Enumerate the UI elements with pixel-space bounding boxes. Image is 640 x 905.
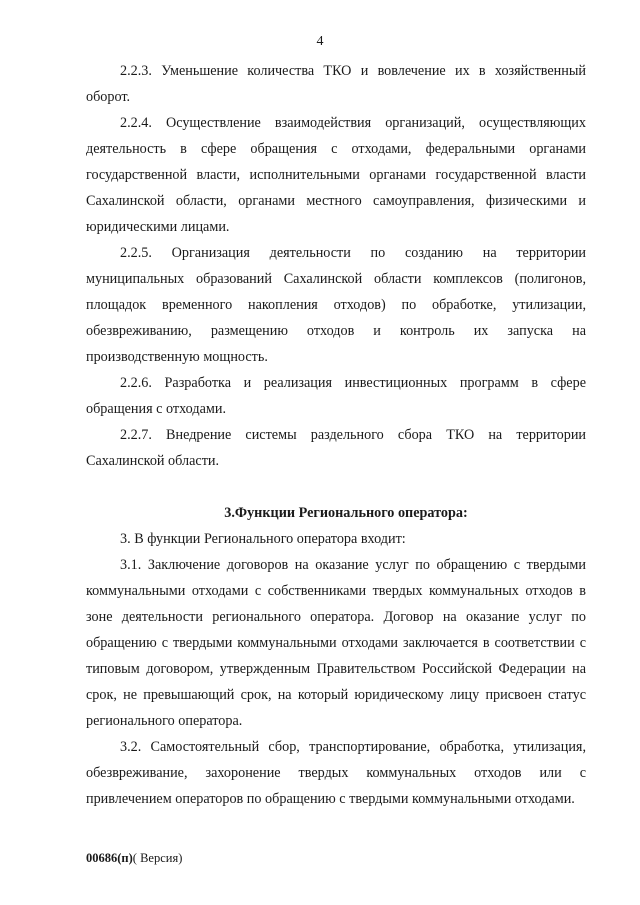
paragraph-3-2: 3.2. Самостоятельный сбор, транспортирование, обработка, утилизация, обезвреживание, захоронение твердых коммунальных отходов или с привлечением операторов по обращению с твердыми коммунальными отходами.: [86, 739, 586, 807]
document-version: ( Версия): [132, 851, 183, 865]
document-code: 00686(п): [86, 851, 133, 865]
paragraph-2-2-6: 2.2.6. Разработка и реализация инвестиционных программ в сфере обращения с отходами.: [86, 375, 586, 417]
paragraph-2-2-4: 2.2.4. Осуществление взаимодействия организаций, осуществляющих деятельность в сфере обращения с отходами, федеральными органами государственной власти, исполнительными органами государственной власти Сахалинской области, органами местного самоуправления, физическими и юридическими лицами.: [86, 115, 586, 235]
paragraph-2-2-5: 2.2.5. Организация деятельности по созданию на территории муниципальных образований Сахалинской области комплексов (полигонов, площадок временного накопления отходов) по обработке, утилизации, обезвреживанию, размещению отходов и контроль их запуска на производственную мощность.: [86, 245, 586, 365]
section-3-heading: 3.Функции Регионального оператора:: [224, 505, 468, 521]
document-body: [86, 58, 586, 812]
paragraph-2-2-3: 2.2.3. Уменьшение количества ТКО и вовлечение их в хозяйственный оборот.: [86, 63, 586, 105]
document-footer: [86, 851, 182, 866]
paragraph-2-2-7: 2.2.7. Внедрение системы раздельного сбора ТКО на территории Сахалинской области.: [86, 427, 586, 469]
section-3-intro: 3. В функции Регионального оператора входит:: [120, 531, 406, 547]
paragraph-3-1: 3.1. Заключение договоров на оказание услуг по обращению с твердыми коммунальными отходами с собственниками твердых коммунальных отходов в зоне деятельности регионального оператора. Договор на оказание услуг по обращению с твердыми коммунальными отходами заключается в соответствии с типовым договором, утвержденным Правительством Российской Федерации на срок, не превышающий срок, на который юридическому лицу присвоен статус регионального оператора.: [86, 557, 586, 729]
page-number: 4: [316, 34, 324, 49]
